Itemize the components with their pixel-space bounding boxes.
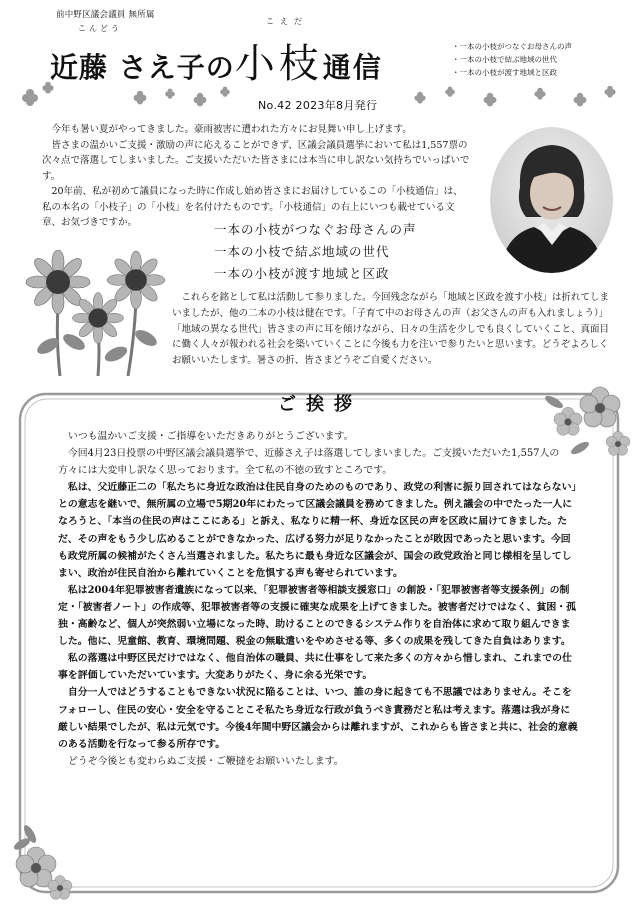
slogan-2: ・ 一本の小枝で結ぶ地域の世代 — [452, 53, 612, 66]
sunflower-illustration — [18, 246, 168, 376]
intro-paragraph-3: 20年前、私が初めて議員になった時に作成し始め皆さまにお届けしているこの「小枝通信」は、私の本名の「小枝子」の「小枝」を名付けたものです。「小枝通信」の右上にいつも載せている文章、お気づきですか。 — [42, 186, 463, 228]
header-slogans — [452, 40, 612, 79]
flower-decoration-bottom-left — [10, 804, 82, 900]
greeting-body — [58, 428, 578, 770]
intro-paragraph-4: これらを銘として私は活動して参りました。今回残念ながら「地域と区政を渡す小枝」は折れてしまいましたが、他の二本の小枝は健在です。「子育て中のお母さんの声（お父さんの声も入れましょう）」「地域の異なる世代」皆さまの声に耳を傾けながら、日々の生活を少しでも良くしていくこと、真面目に働く人々が報われる社会を築いていくことに今後も力を注いで参りたいと思います。どうぞよろしくお願いいたします。暑さの折、皆さまどうぞご自愛ください。 — [172, 292, 610, 367]
motto-2: 一本の小枝で結ぶ地域の世代 — [214, 244, 390, 259]
portrait-photo — [490, 127, 613, 273]
motto-1: 一本の小枝がつなぐお母さんの声 — [214, 222, 417, 237]
greeting-paragraph-7: どうぞ今後とも変わらぬご支援・ご鞭撻をお願いいたします。 — [67, 755, 344, 767]
issue-number: No.42 2023年8月発行 — [258, 99, 378, 112]
affiliation-label: 前中野区議会議員 無所属 — [56, 10, 155, 20]
newsletter-title — [50, 32, 383, 87]
greeting-paragraph-4: 私は2004年犯罪被害者遺族になって以来、「犯罪被害者等相談支援窓口」の創設・「犯罪被害者等支援条例」の制定・「被害者ノート」の作成等、犯罪被害者等の支援に確実な成果を上げてきました。被害者だけではなく、貧困・孤独・高齢など、個人が突然弱い立場になった時、助けることのできるシステム作りを自治体に求めて取り組んできました。他に、児童館、教育、環境問題、税金の無駄遣いをやめさせる等、多くの成果を残してきた自負はあります。 — [58, 584, 576, 648]
greeting-paragraph-5: 私の落選は中野区民だけではなく、他自治体の職員、共に仕事をして来た多くの方々から惜しまれ、これまでの仕事を評価していただいています。大変ありがたく、身に余る光栄です。 — [58, 653, 572, 682]
intro-paragraph-1: 今年も暑い夏がやってきました。豪雨被害に遭われた方々にお見舞い申し上げます。 — [51, 124, 412, 135]
slogan-3: ・ 一本の小枝が渡す地域と区政 — [452, 66, 612, 79]
intro-text — [42, 122, 470, 231]
title-koeda: 小枝 — [234, 41, 323, 87]
greeting-paragraph-3: 私は、父近藤正二の「私たちに身近な政治は住民自身のためのものであり、政党の利害に振り回されてはならない」との意志を継いで、無所属の立場で5期20年にわたって区議会議員を務めてきました。例え議会の中でたった一人になろうと、「本当の住民の声はここにある」と訴え、私なりに精一杯、身近な区民の声を区政に届けてきました。ただ、その声をもう少し広めることができなかった、広げる努力が足りなかったことが敗因であったと思います。今回も政党所属の候補がたくさん当選されました。私たちに最も身近な区議会が、国会の政党政治と同じ様相を呈してしまい、政治が住民自治から離れていくことを危惧する声も寄せられています。 — [58, 482, 577, 579]
intro-paragraph-2: 皆さまの温かいご支援・激励の声に応えることができず、区議会議員選挙において私は1,557票の次々点で落選してしまいました。ご支援いただいた皆さまには本当に申し訳ない気持ちでいっぱいです。 — [42, 139, 470, 182]
greeting-title: ご挨拶 — [278, 394, 362, 415]
greeting-paragraph-6: 自分一人ではどうすることもできない状況に陥ることは、いつ、誰の身に起きても不思議ではありません。そこをフォローし、住民の安心・安全を守ることこそ私たち身近な行政が負うべき責務だと私は考えます。落選は我が身に厳しい結果でしたが、私は元気です。今後4年間中野区議会からは離れますが、これからも皆さまと共に、社会的意義のある活動を行なって参る所存です。 — [58, 687, 578, 750]
koeda-ruby: こえだ — [266, 17, 308, 26]
title-tsushin: 通信 — [322, 51, 383, 84]
greeting-paragraph-2: 今回4月23日投票の中野区議会議員選挙で、近藤さえ子は落選してしまいました。ご支援いただいた1,557人の方々には大変申し訳なく思っております。全て私の不徳の致すところです。 — [58, 448, 560, 477]
slogan-1: ・ 一本の小枝がつなぐお母さんの声 — [452, 40, 612, 53]
motto-3: 一本の小枝が渡す地域と区政 — [214, 266, 390, 281]
intro-continuation — [172, 290, 612, 369]
title-name: 近藤 さえ子の — [50, 51, 235, 84]
name-ruby: こんどう — [78, 24, 122, 33]
greeting-paragraph-1: いつも温かいご支援・ご指導をいただきありがとうございます。 — [67, 431, 354, 442]
motto-list — [214, 219, 474, 285]
